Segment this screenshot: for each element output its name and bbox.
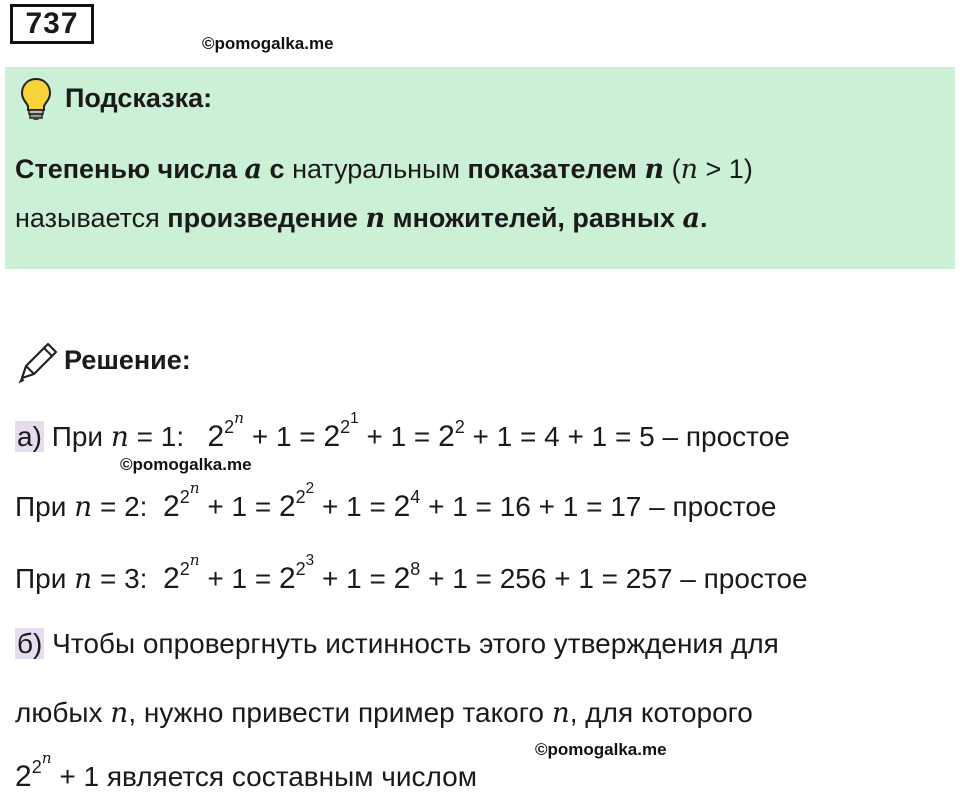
problem-number: 737 bbox=[10, 4, 94, 44]
solution-line-b3: $2^{2^n} + 1$ является составным числом bbox=[15, 748, 477, 793]
solution-line-n2: При n = 2: $2^{2^n} + 1 = 2^{2^2} + 1 = 2^4 + 1 = 16 + 1 = 17$ – простое bbox=[15, 478, 777, 523]
solution-line-b1: б) Чтобы опровергнуть истинность этого утверждения для bbox=[17, 628, 779, 659]
pencil-icon bbox=[14, 340, 60, 386]
lightbulb-icon bbox=[19, 77, 53, 121]
watermark: ©pomogalka.me bbox=[120, 455, 252, 474]
hint-box bbox=[5, 67, 955, 269]
hint-definition: Степенью числа a с натуральным показателем n (n > 1) называется произведение n множителей, равных a. bbox=[15, 154, 753, 234]
solution-line-b2: любых n, нужно привести пример такого n, для которого bbox=[15, 696, 753, 729]
solution-line-a: а) При n = 1: $2^{2^n} + 1 = 2^{2^1} + 1 = 2^2 + 1 = 4 + 1 = 5$ – простое bbox=[17, 408, 790, 453]
part-label-a: а) bbox=[17, 421, 42, 452]
watermark: ©pomogalka.me bbox=[535, 740, 667, 759]
part-label-b: б) bbox=[17, 628, 43, 659]
watermark: ©pomogalka.me bbox=[202, 34, 334, 53]
hint-title: Подсказка: bbox=[65, 83, 213, 113]
solution-line-n3: При n = 3: $2^{2^n} + 1 = 2^{2^3} + 1 = 2^8 + 1 = 256 + 1 = 257$ – простое bbox=[15, 550, 808, 595]
solution-title: Решение: bbox=[64, 345, 191, 375]
